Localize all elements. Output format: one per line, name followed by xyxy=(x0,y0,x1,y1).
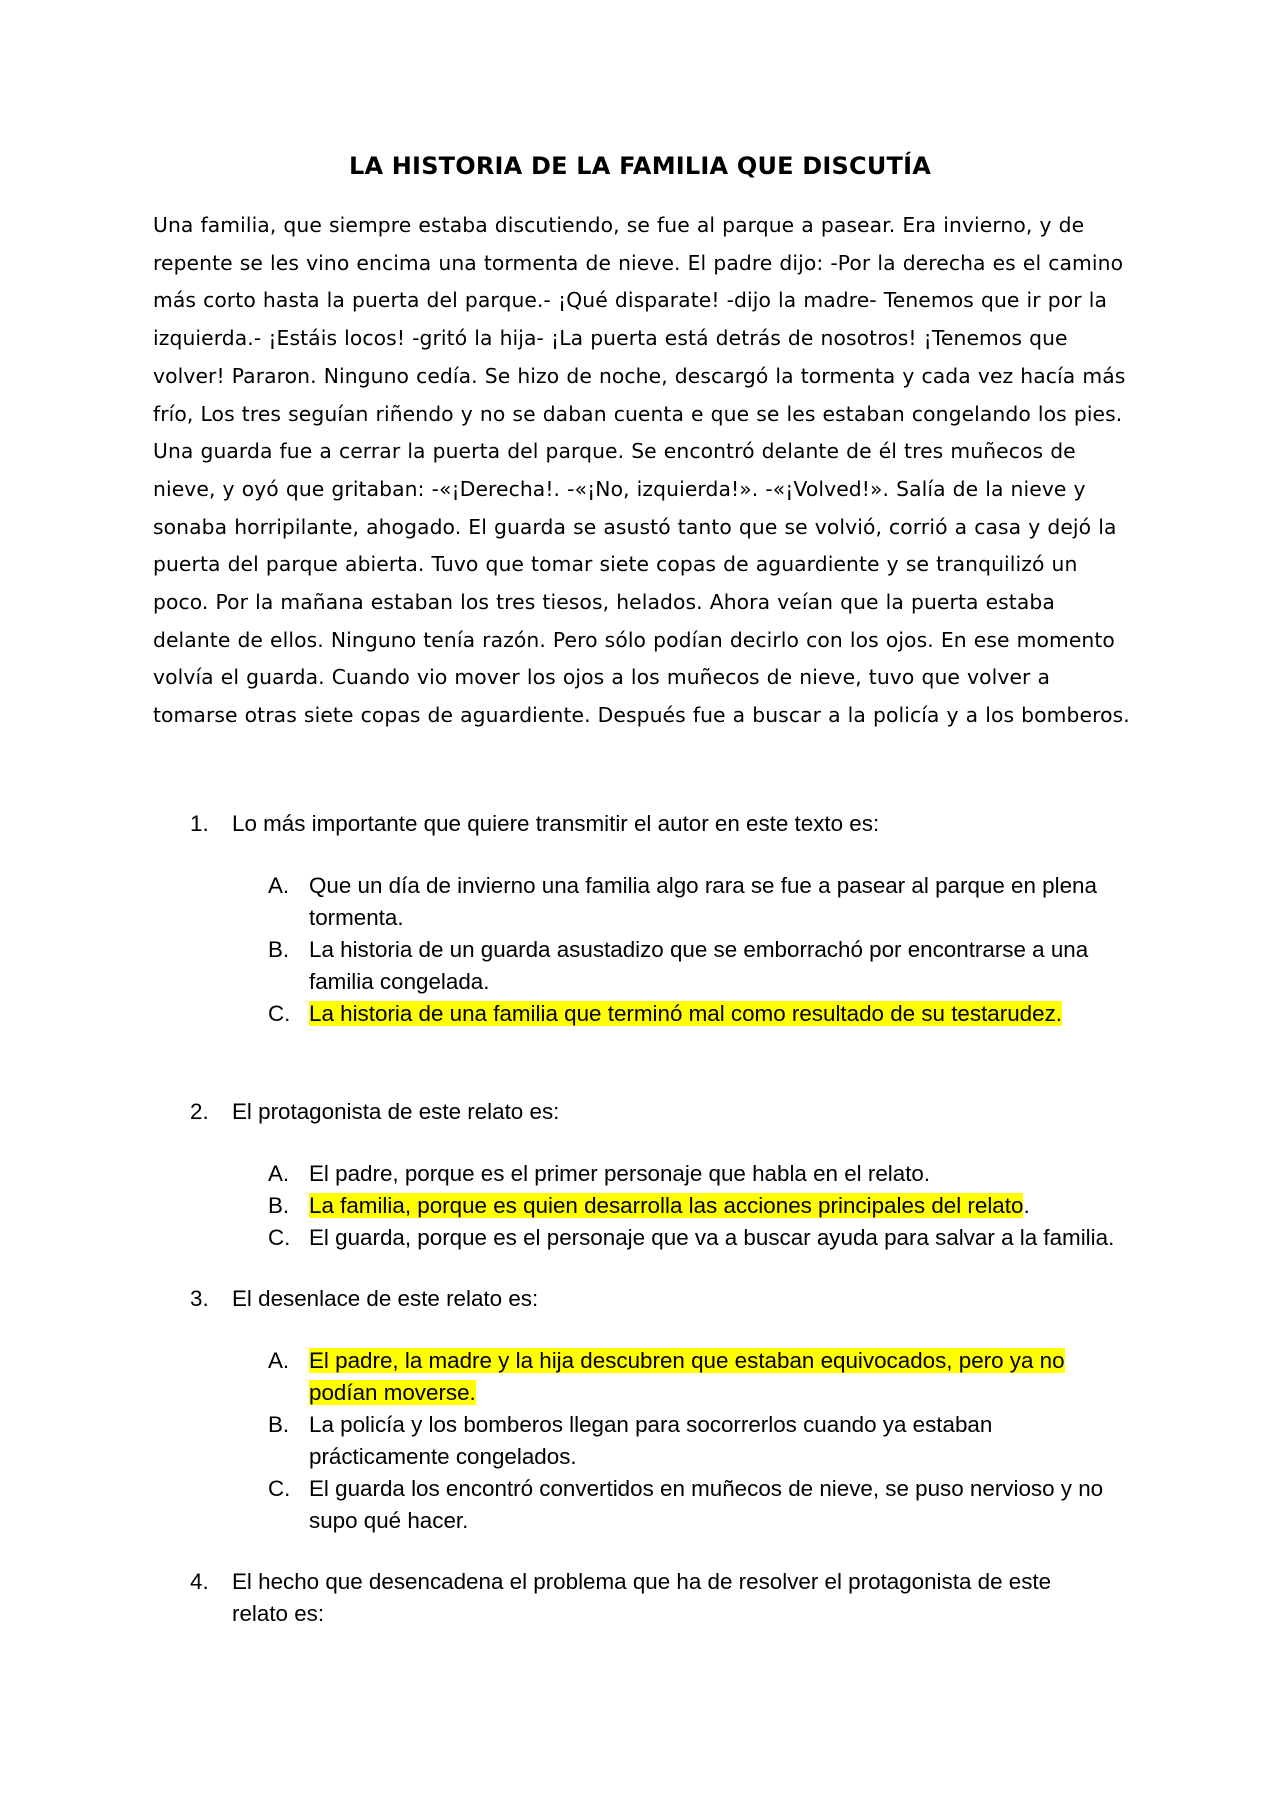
option-letter: A. xyxy=(268,1161,290,1186)
option-list xyxy=(0,1345,1280,1537)
option-text: La historia de un guarda asustadizo que se emborrachó por encontrarse a una familia congelada. xyxy=(309,937,1089,994)
question-3 xyxy=(0,1283,1280,1537)
question-2 xyxy=(0,1096,1280,1254)
question-number: 3. xyxy=(190,1286,209,1311)
question-number: 2. xyxy=(190,1099,209,1124)
highlighted-answer: La familia, porque es quien desarrolla las acciones principales del relato xyxy=(309,1193,1024,1218)
question-4 xyxy=(0,1566,1280,1630)
option-letter: C. xyxy=(268,1001,291,1026)
option-a xyxy=(0,1158,1129,1190)
question-1 xyxy=(0,808,1280,1030)
option-text: El guarda, porque es el personaje que va a buscar ayuda para salvar a la familia. xyxy=(309,1225,1115,1250)
question-list xyxy=(0,808,1280,1630)
option-letter: A. xyxy=(268,1348,290,1373)
option-c xyxy=(0,1222,1129,1254)
highlighted-answer: El padre, la madre y la hija descubren que estaban equivocados, pero ya no podían moverse. xyxy=(309,1348,1065,1405)
option-letter: A. xyxy=(268,873,290,898)
option-suffix: . xyxy=(1023,1193,1030,1218)
option-c xyxy=(0,1473,1129,1537)
highlighted-answer: La historia de una familia que terminó mal como resultado de su testarudez. xyxy=(309,1001,1062,1026)
option-b xyxy=(0,934,1129,998)
option-letter: B. xyxy=(268,1412,290,1437)
option-a xyxy=(0,870,1129,934)
option-text: Que un día de invierno una familia algo rara se fue a pasear al parque en plena tormenta. xyxy=(309,873,1097,930)
question-text: El desenlace de este relato es: xyxy=(232,1286,539,1311)
option-text: El padre, porque es el primer personaje que habla en el relato. xyxy=(309,1161,931,1186)
question-number: 1. xyxy=(190,811,209,836)
story-paragraph: Una familia, que siempre estaba discutiendo, se fue al parque a pasear. Era invierno, y de repente se les vino encima una tormenta de nieve. El padre dijo: -Por la derecha es el camino más corto hasta la puerta del parque.- ¡Qué disparate! -dijo la madre- Tenemos que ir por la izquierda.- ¡Estáis locos! -gritó la hija- ¡La puerta está detrás de nosotros! ¡Tenemos que volver! Pararon. Ninguno cedía. Se hizo de noche, descargó la tormenta y cada vez hacía más frío, Los tres seguían riñendo y no se daban cuenta e que se les estaban congelando los pies. Una guarda fue a cerrar la puerta del parque. Se encontró delante de él tres muñecos de nieve, y oyó que gritaban: -«¡Derecha!. -«¡No, izquierda!». -«¡Volved!». Salía de la nieve y sonaba horripilante, ahogado. El guarda se asustó tanto que se volvió, corrió a casa y dejó la puerta del parque abierta. Tuvo que tomar siete copas de aguardiente y se tranquilizó un poco. Por la mañana estaban los tres tiesos, helados. Ahora veían que la puerta estaba delante de ellos. Ninguno tenía razón. Pero sólo podían decirlo con los ojos. En ese momento volvía el guarda. Cuando vio mover los ojos a los muñecos de nieve, tuvo que volver a tomarse otras siete copas de aguardiente. Después fue a buscar a la policía y a los bomberos. xyxy=(153,213,1130,728)
option-letter: B. xyxy=(268,937,290,962)
question-text: El hecho que desencadena el problema que ha de resolver el protagonista de este relato es: xyxy=(232,1569,1052,1626)
option-b xyxy=(0,1409,1129,1473)
question-text: El protagonista de este relato es: xyxy=(232,1099,560,1124)
option-letter: C. xyxy=(268,1225,291,1250)
document-title: LA HISTORIA DE LA FAMILIA QUE DISCUTÍA xyxy=(348,152,932,180)
option-letter: C. xyxy=(268,1476,291,1501)
question-number: 4. xyxy=(190,1569,209,1594)
option-a xyxy=(0,1345,1129,1409)
option-text: La policía y los bomberos llegan para socorrerlos cuando ya estaban prácticamente congelados. xyxy=(309,1412,993,1469)
option-c xyxy=(0,998,1129,1030)
option-text: El guarda los encontró convertidos en muñecos de nieve, se puso nervioso y no supo qué hacer. xyxy=(309,1476,1104,1533)
option-list xyxy=(0,870,1280,1030)
option-list xyxy=(0,1158,1280,1254)
option-b xyxy=(0,1190,1129,1222)
question-text: Lo más importante que quiere transmitir el autor en este texto es: xyxy=(232,811,880,836)
option-letter: B. xyxy=(268,1193,290,1218)
